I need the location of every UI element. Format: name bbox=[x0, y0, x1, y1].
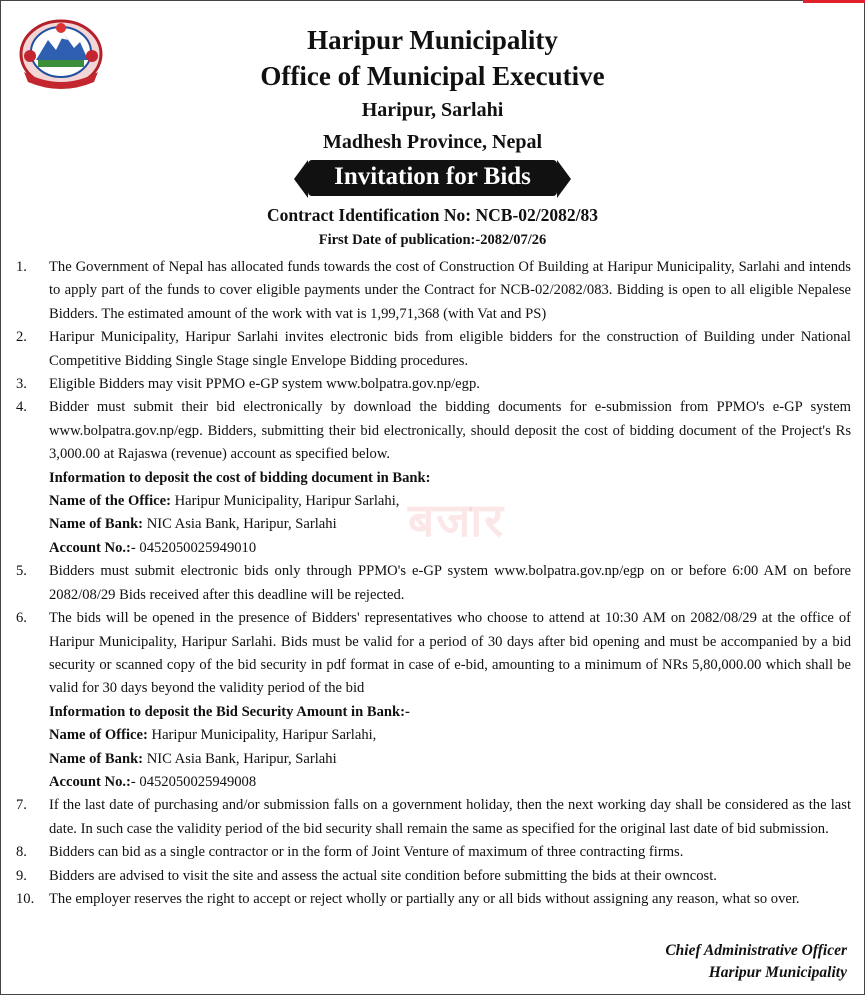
province-country: Madhesh Province, Nepal bbox=[322, 131, 543, 153]
item-number: 4. bbox=[16, 399, 27, 416]
list-item bbox=[16, 326, 851, 373]
account-label: Account No.: bbox=[49, 539, 131, 556]
signatory-title: Chief Administrative Officer bbox=[665, 942, 847, 959]
office-label: Name of Office: bbox=[49, 727, 148, 744]
list-item bbox=[16, 865, 851, 888]
item-number: 6. bbox=[16, 610, 27, 627]
office-value: Haripur Municipality, Haripur Sarlahi, bbox=[147, 727, 377, 744]
bank-value: NIC Asia Bank, Haripur, Sarlahi bbox=[143, 750, 337, 767]
item-number: 2. bbox=[16, 329, 27, 346]
item-text: The employer reserves the right to accept or reject wholly or partially any or all bids without assigning any reason, what so over. bbox=[49, 890, 800, 907]
bank-label: Name of Bank: bbox=[49, 516, 144, 533]
item-text: Eligible Bidders may visit PPMO e-GP system www.bolpatra.gov.np/egp. bbox=[49, 376, 480, 393]
banner-wrap bbox=[0, 160, 865, 196]
office-name: Office of Municipal Executive bbox=[260, 61, 605, 91]
item-text: Bidders can bid as a single contractor or in the form of Joint Venture of maximum of three contracting firms. bbox=[49, 844, 684, 861]
list-item bbox=[16, 560, 851, 607]
office-value: Haripur Municipality, Haripur Sarlahi, bbox=[170, 493, 400, 510]
office-location: Haripur, Sarlahi bbox=[361, 99, 504, 121]
item-number: 7. bbox=[16, 797, 27, 814]
item-number: 3. bbox=[16, 376, 27, 393]
signatory-organization: Haripur Municipality bbox=[708, 964, 847, 981]
publication-date: First Date of publication:-2082/07/26 bbox=[318, 232, 547, 248]
bank-value: NIC Asia Bank, Haripur, Sarlahi bbox=[143, 516, 337, 533]
bank-label: Name of Bank: bbox=[49, 750, 144, 767]
bank-doc-heading: Information to deposit the cost of bidding document in Bank: bbox=[49, 469, 431, 486]
item-number: 10. bbox=[16, 890, 35, 907]
item-number: 9. bbox=[16, 867, 27, 884]
list-item bbox=[16, 794, 851, 841]
watermark: बजार bbox=[408, 493, 506, 547]
contract-identification: Contract Identification No: NCB-02/2082/83 bbox=[266, 205, 598, 225]
corner-accent bbox=[803, 0, 865, 3]
list-item bbox=[16, 256, 851, 326]
invitation-banner: Invitation for Bids bbox=[308, 160, 557, 196]
item-number: 1. bbox=[16, 259, 27, 275]
bank-security-info bbox=[16, 701, 851, 795]
signature-block bbox=[665, 940, 847, 984]
notice-body bbox=[16, 256, 851, 911]
item-text: Bidders are advised to visit the site and assess the actual site condition before submitting the bids at their owncost. bbox=[49, 867, 717, 884]
list-item bbox=[16, 841, 851, 864]
list-item bbox=[16, 888, 851, 911]
item-text: The bids will be opened in the presence of Bidders' representatives who choose to attend at 10:30 AM on 2082/08/29 at the office of Haripur Municipality, Haripur Sarlahi. Bids must be valid for a period of 30 days after bid opening and must be accompanied by a bid security or scanned copy of the bid security in pdf format in case of e-bid, amounting to a minimum of NRs 5,80,000.00 which shall be valid for 30 days beyond the validity period of the bid bbox=[49, 610, 851, 697]
account-value: - 0452050025949008 bbox=[130, 773, 257, 790]
bank-security-heading: Information to deposit the Bid Security Amount in Bank:- bbox=[49, 703, 410, 720]
municipality-name: Haripur Municipality bbox=[307, 25, 558, 55]
list-item bbox=[16, 373, 851, 396]
document-header bbox=[0, 22, 865, 158]
office-label: Name of the Office: bbox=[49, 493, 171, 510]
item-number: 8. bbox=[16, 844, 27, 861]
list-item bbox=[16, 396, 851, 466]
account-value: - 0452050025949010 bbox=[130, 539, 257, 556]
account-label: Account No.: bbox=[49, 773, 131, 790]
item-text: Haripur Municipality, Haripur Sarlahi invites electronic bids from eligible bidders for the construction of Building under National Competitive Bidding Single Stage single Envelope Bidding procedures. bbox=[49, 329, 851, 369]
bank-doc-info bbox=[16, 467, 851, 561]
list-item bbox=[16, 607, 851, 701]
item-text: Bidder must submit their bid electronically by download the bidding documents for e-submission from PPMO's e-GP system www.bolpatra.gov.np/egp. Bidders, submitting their bid electronically, should deposit the cost of bidding document of the Project's Rs 3,000.00 at Rajaswa (revenue) account as specified below. bbox=[49, 399, 851, 463]
item-text: If the last date of purchasing and/or submission falls on a government holiday, then the next working day shall be considered as the last date. In such case the validity period of the bid security shall remain the same as specified for the original last date of bid submission. bbox=[49, 797, 851, 837]
item-text: Bidders must submit electronic bids only through PPMO's e-GP system www.bolpatra.gov.np/egp on or before 6:00 AM on before 2082/08/29 Bids received after this deadline will be rejected. bbox=[49, 563, 851, 603]
item-number: 5. bbox=[16, 563, 27, 580]
item-text: The Government of Nepal has allocated funds towards the cost of Construction Of Building at Haripur Municipality, Sarlahi and intends to apply part of the funds to cover eligible payments under the Contract for NCB-02/2082/083. Bidding is open to all eligible Nepalese Bidders. The estimated amount of the work with vat is 1,99,71,368 (with Vat and PS) bbox=[49, 259, 851, 322]
